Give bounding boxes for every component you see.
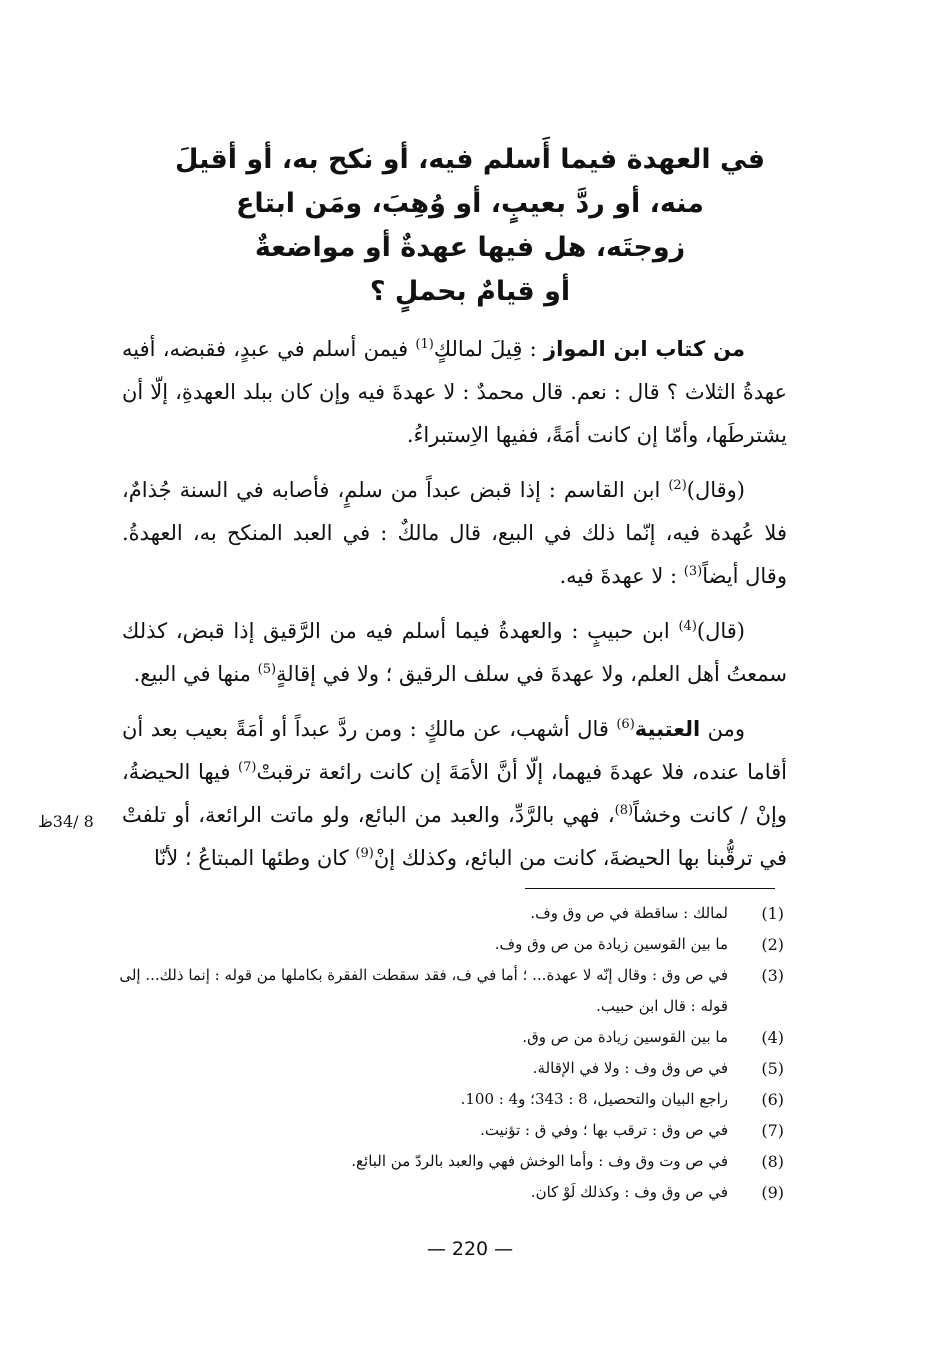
source-heading: من كتاب ابن المواز (544, 337, 746, 361)
title-line: في العهدة فيما أَسلم فيه، أو نكح به، أو أقيلَ (174, 144, 766, 175)
footnote (108, 960, 784, 1022)
footnote-number: (6) (761, 1090, 784, 1109)
footnote (108, 1115, 784, 1146)
footnote (108, 1053, 784, 1084)
footnote-number: (5) (761, 1059, 784, 1078)
footnote-text: ما بين القوسين زيادة من ص وق وف. (494, 935, 728, 953)
footnote (108, 1084, 784, 1115)
paragraph-ibn-al-qasim (122, 469, 787, 598)
chapter-title (170, 138, 770, 314)
paragraph-text: ، فهي بالرَّدِّ، والعبد من البائع، ولو ماتت الرائعة، أو تلفتْ في ترقُّبنا بها الحيضةَ، كانت من البائع، وكذلك إنْ (122, 803, 787, 870)
footnote-number: (1) (761, 904, 784, 923)
footnote-separator (525, 888, 775, 889)
footnote-ref: (4) (678, 619, 697, 634)
footnote-text: ما بين القوسين زيادة من ص وق. (522, 1028, 728, 1046)
footnote-number: (7) (761, 1121, 784, 1140)
paragraph-text: ومن (700, 717, 745, 741)
footnote-text: في ص وق وف : ولا في الإقالة. (532, 1059, 728, 1077)
page-number: — 220 — (426, 1238, 514, 1260)
footnote (108, 1177, 784, 1208)
paragraph-text: ابن حبيبٍ : والعهدةُ فيما أسلم فيه من الرَّقيق إذا قبض، كذلك سمعتُ أهل العلم، ولا عهدةَ في سلف الرقيق ؛ ولا في إقالةٍ (122, 619, 787, 686)
footnote-ref: (8) (614, 803, 634, 818)
paragraph-text: (قال) (696, 619, 745, 643)
title-line: زوجتَه، هل فيها عهدةٌ أو مواضعةٌ (254, 232, 686, 263)
paragraph-ibn-al-mawwaz (122, 328, 787, 457)
footnote-number: (9) (761, 1183, 784, 1202)
footnote-text: راجع البيان والتحصيل، 8 : 343؛ و4 : 100. (460, 1090, 728, 1108)
paragraph-text: (وقال) (686, 478, 745, 502)
body-text (122, 328, 787, 892)
footnote-text: في ص وق : ترقب بها ؛ وفي ق : تؤنيت. (480, 1121, 728, 1139)
title-line: منه، أو ردَّ بعيبٍ، أو وُهِبَ، ومَن ابتاع (235, 188, 705, 219)
footnote-ref: (2) (668, 478, 687, 493)
manuscript-folio-marker: 8 /34ظ (38, 812, 94, 831)
footnote-number: (4) (761, 1028, 784, 1047)
footnote-ref: (9) (355, 846, 374, 861)
footnote-text: في ص وق : وقال إنّه لا عهدة... ؛ أما في ف، فقد سقطت الفقرة بكاملها من قوله : إنما ذلك... إلى قوله : قال ابن حبيب. (119, 966, 728, 1015)
footnote (108, 1146, 784, 1177)
footnote (108, 929, 784, 960)
footnote-number: (8) (761, 1152, 784, 1171)
footnote-ref: (6) (616, 717, 635, 732)
paragraph-text: : قِيلَ لمالكٍ (433, 337, 545, 361)
title-line: أو قيامٌ بحملٍ ؟ (369, 276, 571, 307)
footnotes (108, 898, 784, 1208)
paragraph-al-utbiyya (122, 708, 787, 880)
footnote-text: لمالك : ساقطة في ص وق وف. (530, 904, 728, 922)
footnote-ref: (5) (257, 662, 277, 677)
paragraph-ibn-habib (122, 610, 787, 696)
footnote-number: (2) (761, 935, 784, 954)
paragraph-text: منها في البيع. (133, 662, 258, 686)
footnote-ref: (7) (238, 760, 257, 775)
footnote-number: (3) (761, 966, 784, 985)
footnote-ref: (1) (415, 337, 434, 352)
footnote-text: في ص وق وف : وكذلك لَوْ كان. (530, 1183, 728, 1201)
paragraph-text: فيمن أسلم في عبدٍ، فقبضه، أفيه عهدةُ الثلاث ؟ قال : نعم. قال محمدٌ : لا عهدةَ فيه وإن كان ببلد العهدةِ، إلّا أن يشترطَها، وأمّا إن كانت أمَةً، ففيها الاِستبراءُ. (122, 337, 787, 447)
paragraph-text: قال أشهب، عن مالكٍ : ومن ردَّ عبداً أو أمَةً بعيب بعد أن أقاما عنده، فلا عهدةَ فيهما، إلّا أنَّ الأمَةَ إن كانت رائعة ترقبتْ (122, 717, 787, 784)
footnote-text: في ص وت وق وف : وأما الوخش فهي والعبد بالردّ من البائع. (351, 1152, 728, 1170)
footnote (108, 898, 784, 929)
footnote-ref: (3) (683, 564, 703, 579)
paragraph-text: : لا عهدةَ فيه. (559, 564, 684, 588)
footnote (108, 1022, 784, 1053)
source-heading: العتبية (634, 717, 701, 741)
paragraph-text: كان وطئها المبتاعُ ؛ لأنّا (154, 846, 356, 870)
paragraph-text: فيها الحيضةُ، وإنْ / كانت وخشاً (122, 760, 787, 827)
paragraph-text: ابن القاسم : إذا قبض عبداً من سلمٍ، فأصابه في السنة جُذامٌ، فلا عُهدة فيه، إنّما ذلك في البيع، قال مالكٌ : في العبد المنكح به، العهدةُ. وقال أيضاً (122, 478, 787, 588)
